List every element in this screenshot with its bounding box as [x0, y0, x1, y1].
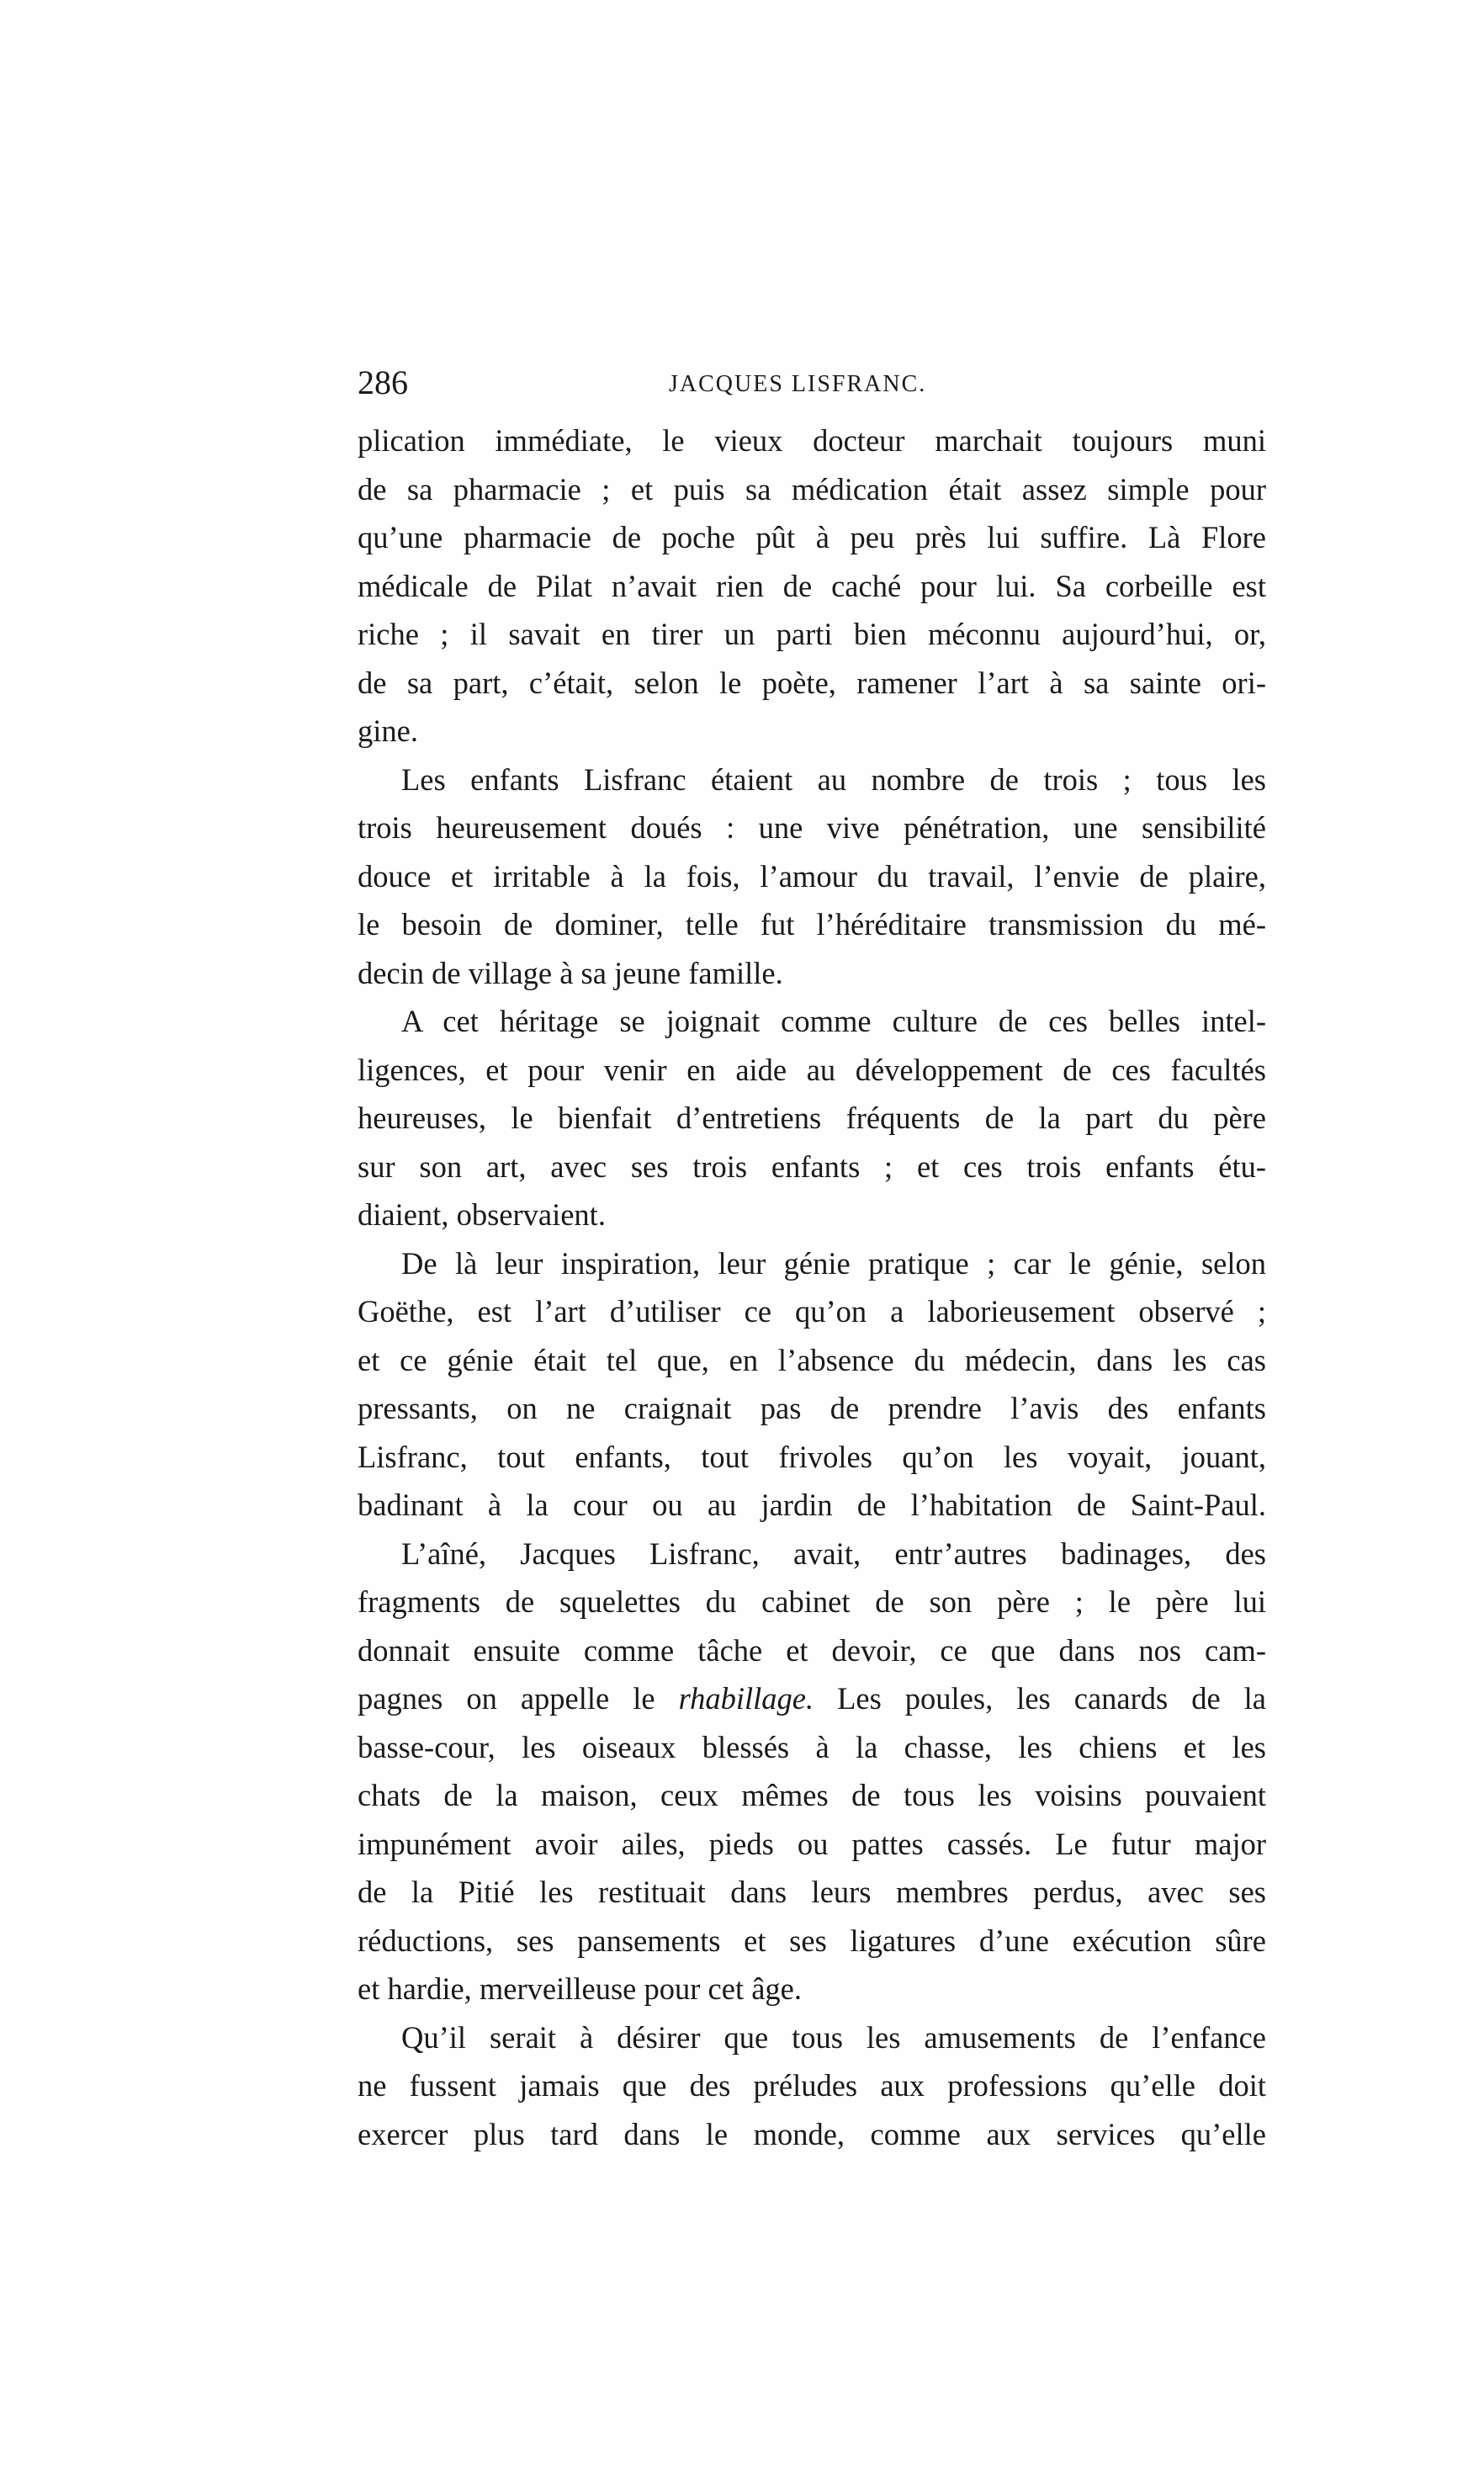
text-line: ne fussent jamais que des préludes aux professions qu’elle doit [358, 2068, 1266, 2103]
text-line: donnait ensuite comme tâche et devoir, ce que dans nos cam- [358, 1632, 1266, 1668]
paragraph-3 [358, 997, 1266, 1239]
text-line: le besoin de dominer, telle fut l’héréditaire transmission du mé- [358, 907, 1266, 942]
text-line: médicale de Pilat n’avait rien de caché pour lui. Sa corbeille est [358, 568, 1266, 603]
text-line: sur son art, avec ses trois enfants ; et ces trois enfants étu- [358, 1148, 1266, 1184]
text-line: riche ; il savait en tirer un parti bien méconnu aujourd’hui, or, [358, 617, 1266, 651]
text-line: badinant à la cour ou au jardin de l’habitation de Saint-Paul. [358, 1488, 1266, 1522]
page-number: 286 [358, 363, 408, 401]
text-line: et hardie, merveilleuse pour cet âge. [358, 1971, 802, 2006]
paragraph-2 [358, 756, 1266, 998]
paragraph-4 [358, 1239, 1266, 1530]
running-head: JACQUES LISFRANC. [669, 371, 927, 397]
text-line: L’aîné, Jacques Lisfranc, avait, entr’autres badinages, des [401, 1536, 1266, 1571]
paragraph-5 [358, 1530, 1266, 2013]
text-line: réductions, ses pansements et ses ligatures d’une exécution sûre [358, 1923, 1266, 1958]
text-line: douce et irritable à la fois, l’amour du travail, l’envie de plaire, [358, 858, 1266, 894]
paragraph-6 [358, 2013, 1266, 2159]
text-line-with-italic [358, 1674, 1266, 1723]
text-fragment: pagnes on appelle le [358, 1681, 655, 1716]
text-line: pressants, on ne craignait pas de prendre l’avis des enfants [358, 1391, 1266, 1425]
text-line: chats de la maison, ceux mêmes de tous les voisins pouvaient [358, 1778, 1266, 1812]
text-line: decin de village à sa jeune famille. [358, 955, 783, 990]
text-line: diaient, observaient. [358, 1197, 606, 1232]
text-line: de la Pitié les restituait dans leurs membres perdus, avec ses [358, 1875, 1266, 1909]
text-line: exercer plus tard dans le monde, comme aux services qu’elle [358, 2116, 1266, 2151]
text-line: gine. [358, 713, 418, 748]
text-line: de sa pharmacie ; et puis sa médication était assez simple pour [358, 471, 1266, 507]
text-line: de sa part, c’était, selon le poète, ramener l’art à sa sainte ori- [358, 665, 1266, 700]
text-line: Les enfants Lisfranc étaient au nombre de trois ; tous les [401, 761, 1266, 797]
text-line: Lisfranc, tout enfants, tout frivoles qu’on les voyait, jouant, [358, 1439, 1266, 1474]
text-fragment: Les poules, les canards de la [837, 1681, 1266, 1716]
text-line: ligences, et pour venir en aide au développement de ces facultés [358, 1052, 1266, 1087]
text-line: Qu’il serait à désirer que tous les amusements de l’enfance [401, 2019, 1266, 2055]
text-line: plication immédiate, le vieux docteur marchait toujours muni [358, 423, 1266, 458]
text-line: trois heureusement doués : une vive pénétration, une sensibilité [358, 810, 1266, 845]
text-line: qu’une pharmacie de poche pût à peu près lui suffire. Là Flore [358, 520, 1266, 554]
text-line: et ce génie était tel que, en l’absence du médecin, dans les cas [358, 1342, 1266, 1377]
italic-term: rhabillage. [678, 1681, 814, 1716]
text-line: A cet héritage se joignait comme culture de ces belles intel- [401, 1004, 1266, 1038]
text-line: fragments de squelettes du cabinet de son père ; le père lui [358, 1584, 1266, 1619]
text-line: Goëthe, est l’art d’utiliser ce qu’on a laborieusement observé ; [358, 1294, 1266, 1329]
paragraph-1 [358, 416, 1266, 756]
text-line: impunément avoir ailes, pieds ou pattes cassés. Le futur major [358, 1826, 1266, 1861]
page-header [358, 362, 963, 404]
body-text [358, 416, 1266, 2158]
text-line: heureuses, le bienfait d’entretiens fréquents de la part du père [358, 1101, 1266, 1135]
text-line: De là leur inspiration, leur génie pratique ; car le génie, selon [401, 1245, 1266, 1281]
text-line: basse-cour, les oiseaux blessés à la chasse, les chiens et les [358, 1729, 1266, 1764]
